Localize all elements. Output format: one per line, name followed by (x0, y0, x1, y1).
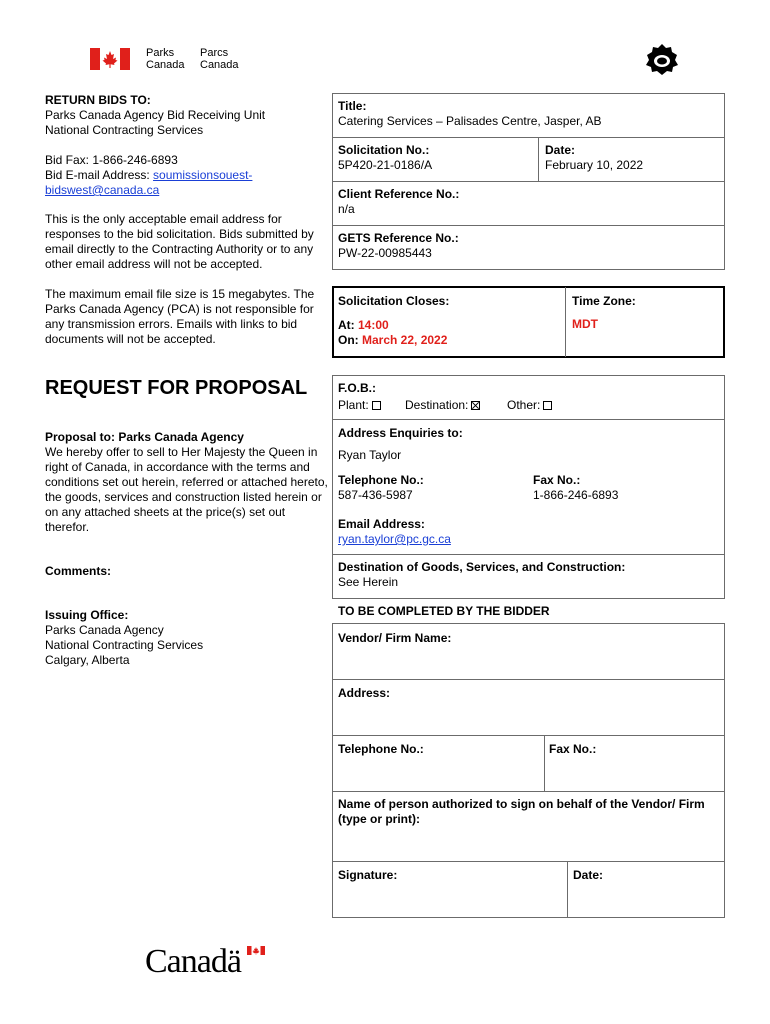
proposal-to: Proposal to: Parks Canada Agency (45, 430, 244, 444)
parks-canada-logo (90, 48, 250, 72)
date-label: Date: (545, 143, 576, 157)
bid-email-link-1[interactable]: soumissionsouest- (153, 168, 253, 182)
solicitation-no-label: Solicitation No.: (338, 143, 430, 157)
bid-fax: Bid Fax: 1-866-246-6893 (45, 153, 178, 167)
tz-value: MDT (572, 317, 598, 331)
canada-flag-icon (90, 48, 130, 70)
bid-email-link-2[interactable]: bidswest@canada.ca (45, 183, 160, 197)
signature-date-field[interactable]: Date: (573, 868, 604, 882)
destination-value: See Herein (338, 575, 399, 589)
return-bids-line2: National Contracting Services (45, 123, 204, 137)
vendor-name-field[interactable]: Vendor/ Firm Name: (338, 631, 452, 645)
fob-destination-label: Destination: (405, 398, 469, 412)
canada-wordmark-text: Canadä (145, 943, 241, 980)
parks-en-2: Canada (146, 59, 185, 71)
issuing-office-line: Calgary, Alberta (45, 653, 130, 667)
vendor-address-field[interactable]: Address: (338, 686, 391, 700)
enquiries-tel-value: 587-436-5987 (338, 488, 413, 502)
enquiries-email-link[interactable]: ryan.taylor@pc.gc.ca (338, 532, 451, 546)
issuing-office-line: Parks Canada Agency (45, 623, 164, 637)
canada-wordmark (145, 944, 270, 980)
signature-field[interactable]: Signature: (338, 868, 398, 882)
fob-plant-checkbox[interactable] (372, 401, 381, 410)
comments-label: Comments: (45, 564, 112, 578)
fob-label: F.O.B.: (338, 381, 376, 395)
parks-en-1: Parks (146, 47, 175, 59)
rfp-heading: REQUEST FOR PROPOSAL (45, 377, 308, 399)
closes-label: Solicitation Closes: (338, 294, 450, 308)
date-value: February 10, 2022 (545, 158, 644, 172)
client-ref-label: Client Reference No.: (338, 187, 460, 201)
proposal-text: We hereby offer to sell to Her Majesty the Queen in right of Canada, in accordance with the terms and conditions set out herein, referred or attached hereto, the goods, services and construction listed herein or on any attached sheets at the price(s) set out therefor. (45, 445, 328, 534)
enquiries-fax-label: Fax No.: (533, 473, 581, 487)
time-zone-label: Time Zone: (572, 294, 636, 308)
beaver-emblem-icon (644, 42, 680, 76)
authorized-person-field[interactable]: Name of person authorized to sign on behalf of the Vendor/ Firm (type or print): (338, 797, 705, 826)
vendor-fax-field[interactable]: Fax No.: (549, 742, 597, 756)
fob-other-checkbox[interactable] (543, 401, 552, 410)
parks-fr-1: Parcs (200, 47, 229, 59)
issuing-office-line: National Contracting Services (45, 638, 204, 652)
vendor-telephone-field[interactable]: Telephone No.: (338, 742, 424, 756)
enquiries-label: Address Enquiries to: (338, 426, 463, 440)
enquiries-tel-label: Telephone No.: (338, 473, 424, 487)
on-value: March 22, 2022 (362, 333, 448, 347)
issuing-office-label: Issuing Office: (45, 608, 129, 622)
gets-ref-label: GETS Reference No.: (338, 231, 459, 245)
wordmark-flag-icon (247, 946, 265, 955)
max-size-note: The maximum email file size is 15 megabytes. The Parks Canada Agency (PCA) is not responsible for any transmission errors. Emails with links to bid documents will not be accepted. (45, 287, 315, 346)
enquiries-name: Ryan Taylor (338, 448, 402, 462)
bid-email-row (45, 168, 330, 183)
return-bids-title: RETURN BIDS TO: (45, 93, 151, 107)
gets-ref-value: PW-22-00985443 (338, 246, 432, 260)
email-note: This is the only acceptable email address for responses to the bid solicitation. Bids submitted by email directly to the Contracting Authority or to any other email address will not be accepted. (45, 212, 314, 271)
title-label: Title: (338, 99, 367, 113)
parks-fr-2: Canada (200, 59, 239, 71)
at-label: At: (338, 318, 358, 332)
at-value: 14:00 (358, 318, 389, 332)
enquiries-email-label: Email Address: (338, 517, 425, 531)
fob-other-label: Other: (507, 398, 541, 412)
solicitation-no-value: 5P420-21-0186/A (338, 158, 433, 172)
bid-email-label: Bid E-mail Address: (45, 168, 154, 182)
destination-label: Destination of Goods, Services, and Construction: (338, 560, 626, 574)
client-ref-value: n/a (338, 202, 355, 216)
fob-destination-checkbox[interactable] (471, 401, 480, 410)
title-value: Catering Services – Palisades Centre, Jasper, AB (338, 114, 602, 128)
fob-plant-label: Plant: (338, 398, 369, 412)
return-bids-line1: Parks Canada Agency Bid Receiving Unit (45, 108, 266, 122)
on-label: On: (338, 333, 362, 347)
enquiries-fax-value: 1-866-246-6893 (533, 488, 619, 502)
bidder-heading: TO BE COMPLETED BY THE BIDDER (338, 604, 550, 618)
